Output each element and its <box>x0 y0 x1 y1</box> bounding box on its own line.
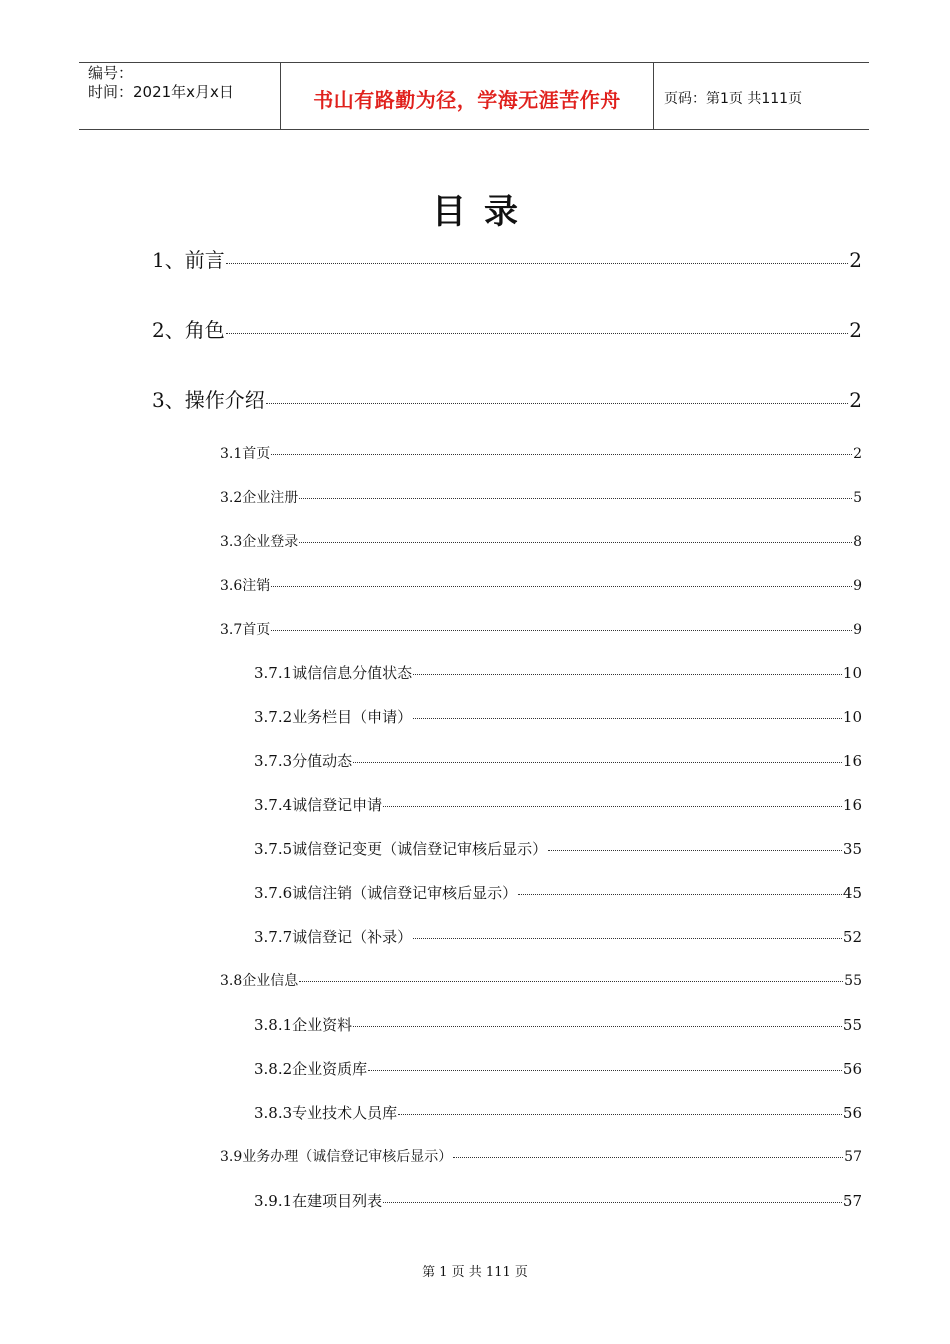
toc-entry[interactable] <box>254 1102 862 1123</box>
toc-dot-leader <box>413 674 842 675</box>
toc-entry-title: 3.8.1企业资料 <box>254 1016 353 1034</box>
toc-dot-leader <box>413 718 842 719</box>
toc-entry-page-number: 55 <box>844 973 862 989</box>
toc-dot-leader <box>266 403 849 404</box>
page-footer: 第 1 页 共 111 页 <box>422 1265 528 1280</box>
toc-entry[interactable] <box>254 750 862 771</box>
toc-entry-title: 3.7首页 <box>220 622 271 638</box>
toc-entry-page-number: 5 <box>853 490 862 506</box>
toc-entry-page-number: 10 <box>842 708 862 726</box>
toc-dot-leader <box>226 263 849 264</box>
header-bottom-rule <box>79 129 869 130</box>
toc-entry-page-number: 57 <box>842 1192 862 1210</box>
toc-entry-title: 3.1首页 <box>220 446 271 462</box>
toc-dot-leader <box>299 981 843 982</box>
toc-entry-page-number: 2 <box>849 388 862 412</box>
toc-entry[interactable] <box>152 384 862 413</box>
toc-entry-title: 3、操作介绍 <box>152 388 265 412</box>
toc-entry[interactable] <box>152 314 862 343</box>
toc-dot-leader <box>548 850 842 851</box>
toc-entry-page-number: 55 <box>842 1016 862 1034</box>
toc-entry-page-number: 45 <box>842 884 862 902</box>
toc-entry-page-number: 56 <box>842 1060 862 1078</box>
toc-dot-leader <box>271 630 852 631</box>
toc-entry[interactable] <box>254 794 862 815</box>
toc-entry-page-number: 57 <box>844 1149 862 1165</box>
toc-dot-leader <box>383 806 842 807</box>
toc-entry[interactable] <box>254 706 862 727</box>
toc-dot-leader <box>383 1202 842 1203</box>
toc-entry-page-number: 52 <box>842 928 862 946</box>
header-motto: 书山有路勤为径，学海无涯苦作舟 <box>313 88 621 112</box>
toc-entry[interactable] <box>254 1014 862 1035</box>
toc-entry-title: 3.7.7诚信登记（补录） <box>254 928 413 946</box>
toc-entry-title: 3.2企业注册 <box>220 490 299 506</box>
header-top-rule <box>79 62 869 63</box>
toc-entry-title: 3.3企业登录 <box>220 534 299 550</box>
toc-entry-title: 3.7.5诚信登记变更（诚信登记审核后显示） <box>254 840 548 858</box>
toc-dot-leader <box>368 1070 842 1071</box>
toc-dot-leader <box>226 333 849 334</box>
toc-entry[interactable] <box>220 443 862 463</box>
toc-entry-page-number: 10 <box>842 664 862 682</box>
toc-entry[interactable] <box>254 882 862 903</box>
page-title: 目录 <box>432 192 536 232</box>
toc-dot-leader <box>398 1114 842 1115</box>
toc-entry-page-number: 16 <box>842 796 862 814</box>
toc-entry-title: 1、前言 <box>152 248 225 272</box>
toc-entry-title: 3.7.1诚信信息分值状态 <box>254 664 413 682</box>
toc-entry-page-number: 56 <box>842 1104 862 1122</box>
toc-dot-leader <box>453 1157 843 1158</box>
toc-dot-leader <box>271 586 852 587</box>
toc-entry[interactable] <box>220 619 862 639</box>
toc-entry[interactable] <box>220 1146 862 1166</box>
toc-entry[interactable] <box>254 838 862 859</box>
toc-entry[interactable] <box>220 575 862 595</box>
toc-dot-leader <box>518 894 842 895</box>
toc-dot-leader <box>299 498 852 499</box>
toc-entry-title: 3.8.3专业技术人员库 <box>254 1104 398 1122</box>
toc-entry[interactable] <box>220 970 862 990</box>
toc-entry-title: 3.8.2企业资质库 <box>254 1060 368 1078</box>
toc-dot-leader <box>413 938 842 939</box>
toc-entry-page-number: 2 <box>853 446 862 462</box>
toc-entry-title: 3.8企业信息 <box>220 973 299 989</box>
toc-entry-title: 3.9业务办理（诚信登记审核后显示） <box>220 1149 453 1165</box>
toc-entry-page-number: 2 <box>849 318 862 342</box>
toc-dot-leader <box>353 1026 842 1027</box>
toc-entry-page-number: 8 <box>853 534 862 550</box>
toc-entry[interactable] <box>152 244 862 273</box>
header-meta <box>88 64 234 102</box>
date-label: 时间：2021年x月x日 <box>88 83 234 101</box>
toc-entry[interactable] <box>220 487 862 507</box>
toc-entry-page-number: 2 <box>849 248 862 272</box>
toc-entry-title: 3.7.3分值动态 <box>254 752 353 770</box>
toc-entry[interactable] <box>254 662 862 683</box>
toc-entry[interactable] <box>220 531 862 551</box>
toc-dot-leader <box>299 542 852 543</box>
toc-entry-page-number: 9 <box>853 622 862 638</box>
toc-entry[interactable] <box>254 1190 862 1211</box>
serial-number-label: 编号： <box>88 64 134 82</box>
header-divider-2 <box>653 62 654 130</box>
toc-entry-page-number: 16 <box>842 752 862 770</box>
toc-entry-title: 3.7.6诚信注销（诚信登记审核后显示） <box>254 884 518 902</box>
toc-entry-title: 3.6注销 <box>220 578 271 594</box>
toc-entry-title: 3.7.2业务栏目（申请） <box>254 708 413 726</box>
toc-entry-title: 3.7.4诚信登记申请 <box>254 796 383 814</box>
toc-entry-page-number: 9 <box>853 578 862 594</box>
header-page-info: 页码：第1页 共111页 <box>664 91 803 107</box>
toc-dot-leader <box>271 454 852 455</box>
toc-entry-title: 3.9.1在建项目列表 <box>254 1192 383 1210</box>
toc-entry[interactable] <box>254 926 862 947</box>
toc-entry[interactable] <box>254 1058 862 1079</box>
toc-dot-leader <box>353 762 842 763</box>
toc-entry-page-number: 35 <box>842 840 862 858</box>
toc-entry-title: 2、角色 <box>152 318 225 342</box>
